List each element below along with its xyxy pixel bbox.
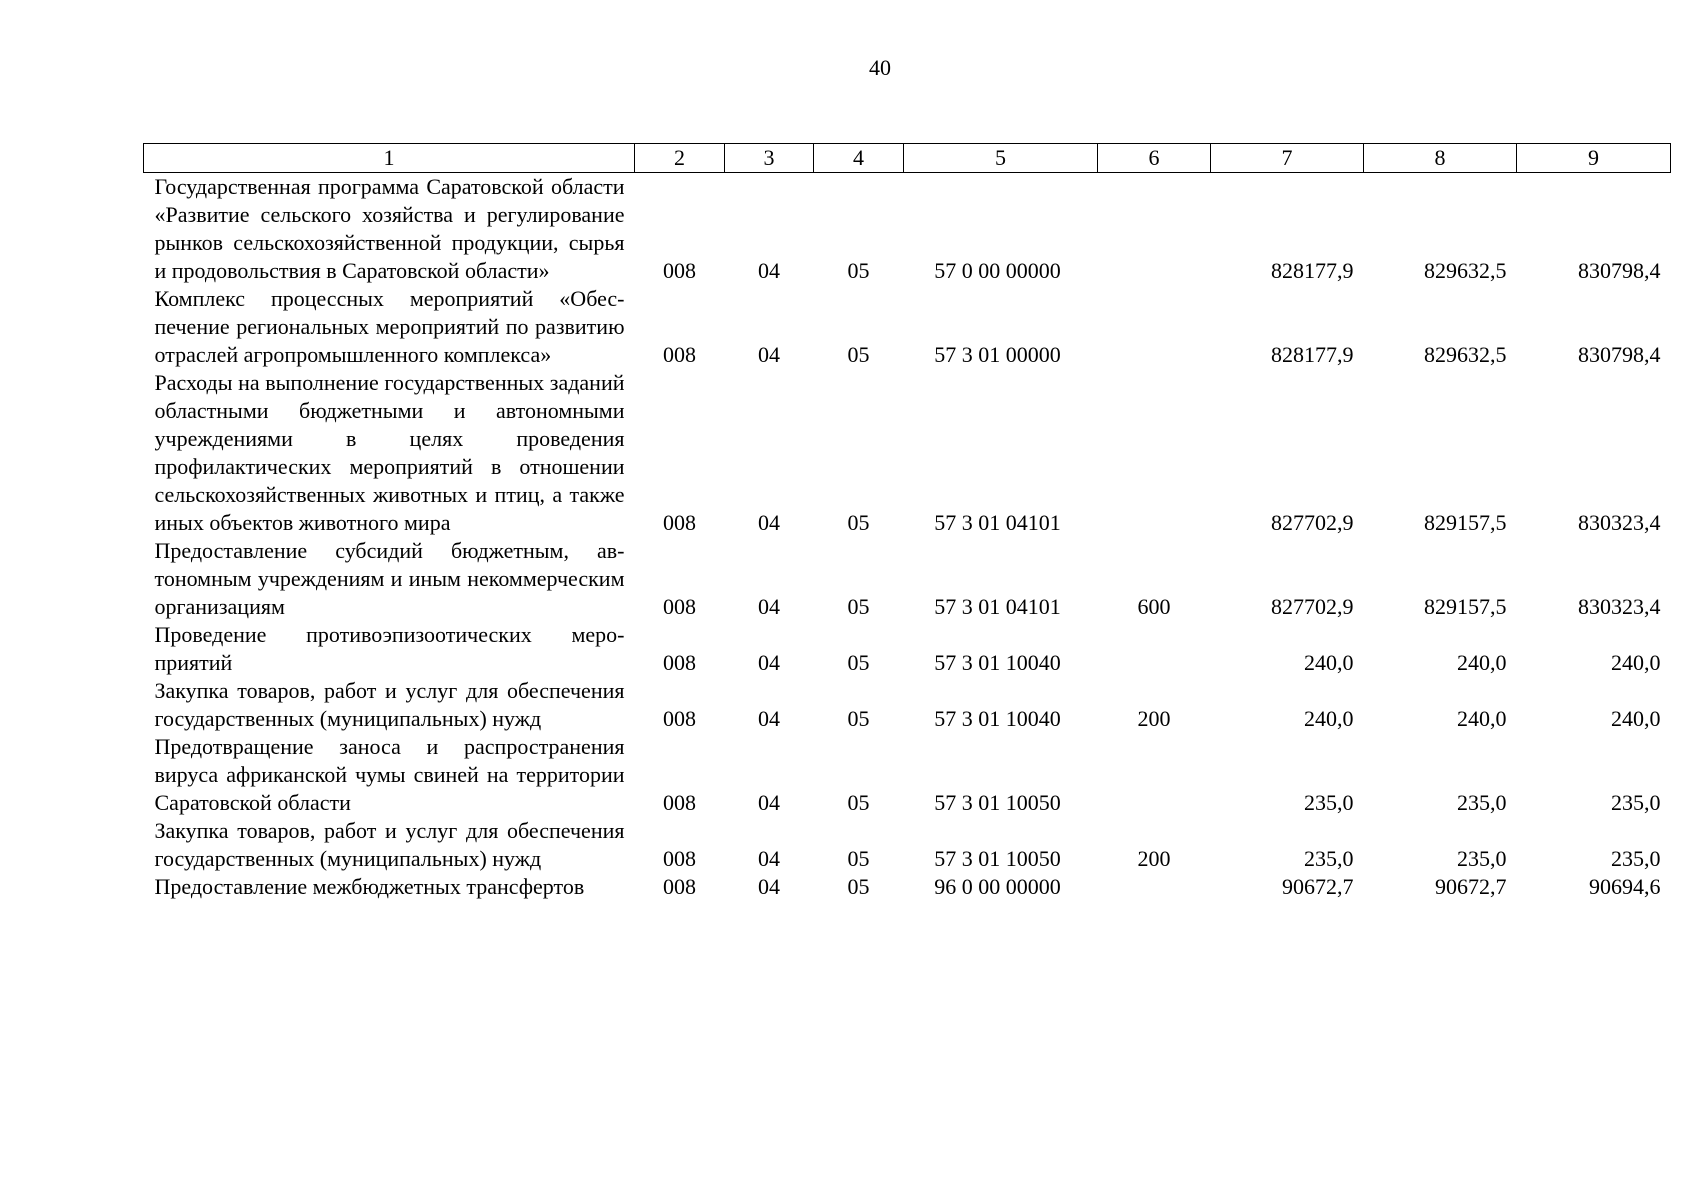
expense-type — [1098, 873, 1211, 901]
ministry-code: 008 — [663, 258, 696, 283]
amount-year-3: 830798,4 — [1578, 258, 1661, 283]
amount-year-3: 830323,4 — [1578, 510, 1661, 535]
section-code: 04 — [758, 510, 780, 535]
row-name: Предотвращение заноса и распространения вируса африканской чумы свиней на территории Саратовской области — [154, 734, 625, 815]
expense-type: 200 — [1137, 846, 1171, 871]
ministry-code: 008 — [663, 790, 696, 815]
amount-year-2: 90672,7 — [1435, 874, 1507, 899]
table-body — [144, 173, 1671, 902]
amount-year-1: 90672,7 — [1282, 874, 1354, 899]
table-row — [144, 537, 1671, 621]
amount-year-1: 240,0 — [1304, 706, 1354, 731]
subsection-code: 05 — [847, 650, 870, 675]
expense-type — [1098, 733, 1211, 817]
amount-year-3: 235,0 — [1611, 846, 1661, 871]
header-col-3: 3 — [725, 144, 814, 173]
amount-year-2: 240,0 — [1457, 650, 1507, 675]
table-row — [144, 873, 1671, 901]
amount-year-3: 240,0 — [1611, 706, 1661, 731]
ministry-code: 008 — [663, 594, 696, 619]
subsection-code: 05 — [847, 342, 870, 367]
expense-type: 200 — [1137, 706, 1171, 731]
ministry-code: 008 — [663, 342, 696, 367]
target-article: 57 3 01 04101 — [934, 510, 1061, 535]
ministry-code: 008 — [663, 510, 696, 535]
ministry-code: 008 — [663, 650, 696, 675]
target-article: 57 3 01 04101 — [934, 594, 1061, 619]
amount-year-1: 828177,9 — [1271, 342, 1354, 367]
header-col-1: 1 — [144, 144, 635, 173]
amount-year-1: 827702,9 — [1271, 510, 1354, 535]
section-code: 04 — [758, 650, 780, 675]
target-article: 57 3 01 10040 — [934, 706, 1061, 731]
target-article: 57 3 01 00000 — [934, 342, 1061, 367]
section-code: 04 — [758, 258, 780, 283]
budget-table — [143, 143, 1671, 901]
row-name: Предоставление субсидий бюджетным, автономным учреждениям и иным некоммерческим организациям — [154, 538, 625, 619]
row-name: Расходы на выполнение государственных заданий областными бюджетными и автономными учреждениями в целях проведения профилактических мероприятий в отношении сельскохозяйственных животных и птиц, а также иных объектов животного мира — [154, 370, 625, 535]
amount-year-1: 235,0 — [1304, 846, 1354, 871]
target-article: 96 0 00 00000 — [934, 874, 1061, 899]
amount-year-2: 829157,5 — [1424, 594, 1507, 619]
row-name: Государственная программа Саратовской области «Развитие сельского хозяйства и регулирование рынков сельскохозяйственной продукции, сырья и продовольствия в Саратовской области» — [154, 174, 625, 283]
header-col-9: 9 — [1517, 144, 1671, 173]
table-row — [144, 817, 1671, 873]
ministry-code: 008 — [663, 846, 696, 871]
amount-year-1: 235,0 — [1304, 790, 1354, 815]
subsection-code: 05 — [847, 790, 870, 815]
subsection-code: 05 — [847, 846, 870, 871]
amount-year-2: 235,0 — [1457, 846, 1507, 871]
row-name: Закупка товаров, работ и услуг для обеспечения государственных (муниципальных) нужд — [154, 678, 625, 731]
amount-year-2: 829632,5 — [1424, 258, 1507, 283]
row-name: Закупка товаров, работ и услуг для обеспечения государственных (муниципальных) нужд — [154, 818, 625, 871]
header-col-8: 8 — [1364, 144, 1517, 173]
subsection-code: 05 — [847, 874, 870, 899]
subsection-code: 05 — [847, 510, 870, 535]
target-article: 57 3 01 10050 — [934, 790, 1061, 815]
table-row — [144, 369, 1671, 537]
amount-year-2: 235,0 — [1457, 790, 1507, 815]
header-col-5: 5 — [904, 144, 1098, 173]
expense-type — [1098, 285, 1211, 369]
section-code: 04 — [758, 342, 780, 367]
section-code: 04 — [758, 706, 780, 731]
amount-year-3: 830798,4 — [1578, 342, 1661, 367]
header-col-7: 7 — [1211, 144, 1364, 173]
target-article: 57 0 00 00000 — [934, 258, 1061, 283]
amount-year-2: 240,0 — [1457, 706, 1507, 731]
page-number: 40 — [869, 55, 891, 80]
subsection-code: 05 — [847, 594, 870, 619]
table-row — [144, 173, 1671, 286]
amount-year-1: 828177,9 — [1271, 258, 1354, 283]
amount-year-1: 827702,9 — [1271, 594, 1354, 619]
expense-type: 600 — [1137, 594, 1171, 619]
ministry-code: 008 — [663, 706, 696, 731]
ministry-code: 008 — [663, 874, 696, 899]
amount-year-2: 829632,5 — [1424, 342, 1507, 367]
table-row — [144, 677, 1671, 733]
section-code: 04 — [758, 846, 780, 871]
table-header — [144, 144, 1671, 173]
expense-type — [1098, 369, 1211, 537]
header-col-6: 6 — [1098, 144, 1211, 173]
row-name: Комплекс процессных мероприятий «Обеспечение региональных мероприятий по развитию отраслей агропромышленного комплекса» — [154, 286, 625, 367]
amount-year-3: 830323,4 — [1578, 594, 1661, 619]
section-code: 04 — [758, 790, 780, 815]
table-row — [144, 733, 1671, 817]
amount-year-3: 240,0 — [1611, 650, 1661, 675]
table-row — [144, 621, 1671, 677]
subsection-code: 05 — [847, 706, 870, 731]
table-row — [144, 285, 1671, 369]
header-col-4: 4 — [814, 144, 904, 173]
subsection-code: 05 — [847, 258, 870, 283]
amount-year-3: 235,0 — [1611, 790, 1661, 815]
amount-year-3: 90694,6 — [1589, 874, 1661, 899]
header-col-2: 2 — [635, 144, 725, 173]
expense-type — [1098, 173, 1211, 286]
row-name: Проведение противоэпизоотических мероприятий — [154, 622, 625, 675]
target-article: 57 3 01 10050 — [934, 846, 1061, 871]
row-name: Предоставление межбюджетных трансфертов — [154, 874, 585, 899]
amount-year-2: 829157,5 — [1424, 510, 1507, 535]
amount-year-1: 240,0 — [1304, 650, 1354, 675]
target-article: 57 3 01 10040 — [934, 650, 1061, 675]
expense-type — [1098, 621, 1211, 677]
header-row — [144, 144, 1671, 173]
section-code: 04 — [758, 874, 780, 899]
section-code: 04 — [758, 594, 780, 619]
